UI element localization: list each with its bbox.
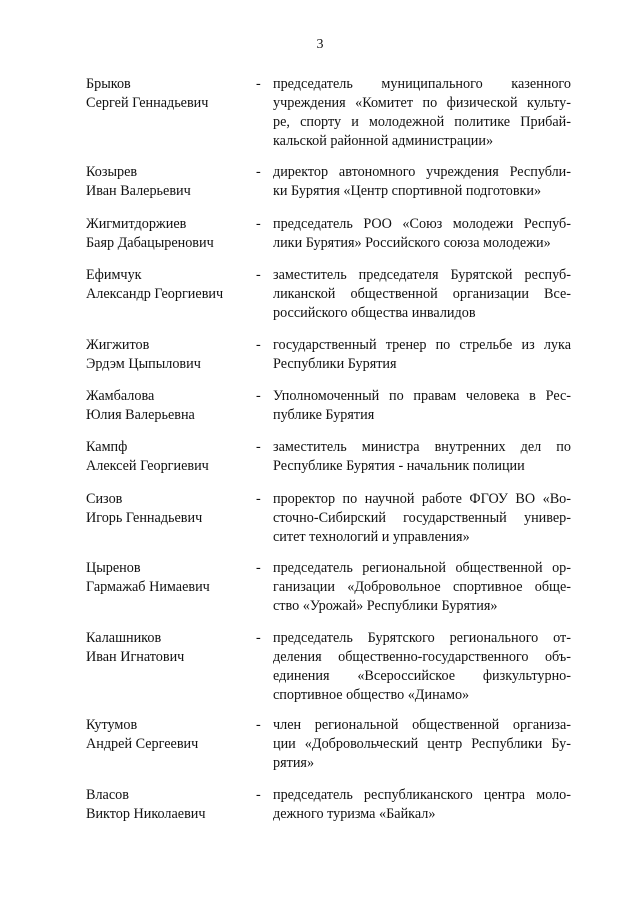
role-line: ство «Урожай» Республики Бурятия» <box>273 598 498 614</box>
member-surname: Жигмитдоржиев <box>86 216 187 232</box>
page-number: 3 <box>316 37 324 52</box>
role-line: дежного туризма «Байкал» <box>273 806 436 822</box>
role-line: заместитель министра внутренних дел по <box>273 439 571 455</box>
separator-dash: - <box>256 337 261 353</box>
member-surname: Кутумов <box>86 717 138 733</box>
role-line: государственный тренер по стрельбе из лука <box>273 337 571 353</box>
member-name <box>86 163 246 201</box>
member-surname: Власов <box>86 787 129 803</box>
member-role <box>273 786 571 824</box>
role-line: директор автономного учреждения Республи- <box>273 164 571 180</box>
member-given-name: Александр Георгиевич <box>86 286 224 302</box>
role-line: ре, спорту и молодежной политике Прибай- <box>273 114 571 130</box>
member-role <box>273 438 571 476</box>
role-line: лики Бурятия» Российского союза молодежи» <box>273 235 551 251</box>
member-name <box>86 387 246 425</box>
separator-dash: - <box>256 717 261 733</box>
member-surname: Сизов <box>86 491 123 507</box>
member-role <box>273 559 571 616</box>
separator-dash: - <box>256 439 261 455</box>
role-line: проректор по научной работе ФГОУ ВО «Во- <box>273 491 571 507</box>
member-given-name: Баяр Дабацыренович <box>86 235 214 251</box>
role-line: сточно-Сибирский государственный универ- <box>273 510 571 526</box>
role-line: ситет технологий и управления» <box>273 529 470 545</box>
member-role <box>273 387 571 425</box>
role-line: ки Бурятия «Центр спортивной подготовки» <box>273 183 542 199</box>
role-line: учреждения «Комитет по физической культу- <box>273 95 571 111</box>
role-line: член региональной общественной организа- <box>273 717 571 733</box>
separator-dash: - <box>256 560 261 576</box>
role-line: Уполномоченный по правам человека в Рес- <box>273 388 571 404</box>
member-role <box>273 629 571 705</box>
role-line: председатель РОО «Союз молодежи Респуб- <box>273 216 571 232</box>
member-name <box>86 438 246 476</box>
member-given-name: Алексей Георгиевич <box>86 458 209 474</box>
role-line: единения «Всероссийское физкультурно- <box>273 668 571 684</box>
member-name <box>86 490 246 528</box>
separator-dash: - <box>256 76 261 92</box>
role-line: ликанской общественной организации Все- <box>273 286 571 302</box>
role-line: заместитель председателя Бурятской респуб- <box>273 267 571 283</box>
member-name <box>86 629 246 667</box>
role-line: Республики Бурятия <box>273 356 397 372</box>
member-surname: Козырев <box>86 164 138 180</box>
member-given-name: Виктор Николаевич <box>86 806 206 822</box>
member-role <box>273 336 571 374</box>
role-line: рятия» <box>273 755 315 771</box>
role-line: председатель региональной общественной ор- <box>273 560 571 576</box>
member-name <box>86 215 246 253</box>
member-given-name: Эрдэм Цыпылович <box>86 356 201 372</box>
member-given-name: Иван Игнатович <box>86 649 185 665</box>
member-role <box>273 490 571 547</box>
separator-dash: - <box>256 164 261 180</box>
separator-dash: - <box>256 216 261 232</box>
member-surname: Цыренов <box>86 560 141 576</box>
role-line: публике Бурятия <box>273 407 375 423</box>
member-given-name: Игорь Геннадьевич <box>86 510 203 526</box>
separator-dash: - <box>256 787 261 803</box>
member-name <box>86 336 246 374</box>
member-given-name: Андрей Сергеевич <box>86 736 199 752</box>
separator-dash: - <box>256 630 261 646</box>
member-role <box>273 266 571 323</box>
member-name <box>86 559 246 597</box>
role-line: председатель муниципального казенного <box>273 76 571 92</box>
role-line: председатель Бурятского регионального от- <box>273 630 571 646</box>
member-name <box>86 786 246 824</box>
separator-dash: - <box>256 388 261 404</box>
member-given-name: Иван Валерьевич <box>86 183 191 199</box>
member-given-name: Сергей Геннадьевич <box>86 95 209 111</box>
member-role <box>273 75 571 151</box>
member-surname: Калашников <box>86 630 162 646</box>
separator-dash: - <box>256 491 261 507</box>
member-name <box>86 716 246 754</box>
member-surname: Брыков <box>86 76 131 92</box>
role-line: российского общества инвалидов <box>273 305 476 321</box>
member-surname: Жигжитов <box>86 337 150 353</box>
member-given-name: Юлия Валерьевна <box>86 407 195 423</box>
member-surname: Ефимчук <box>86 267 142 283</box>
role-line: спортивное общество «Динамо» <box>273 687 470 703</box>
role-line: ции «Добровольческий центр Республики Бу- <box>273 736 571 752</box>
role-line: ганизации «Добровольное спортивное обще- <box>273 579 571 595</box>
separator-dash: - <box>256 267 261 283</box>
member-role <box>273 163 571 201</box>
member-name <box>86 75 246 113</box>
member-given-name: Гармажаб Нимаевич <box>86 579 210 595</box>
role-line: деления общественно-государственного объ- <box>273 649 571 665</box>
member-surname: Кампф <box>86 439 128 455</box>
member-name <box>86 266 246 304</box>
member-surname: Жамбалова <box>86 388 155 404</box>
role-line: председатель республиканского центра моло- <box>273 787 571 803</box>
role-line: кальской районной администрации» <box>273 133 494 149</box>
role-line: Республике Бурятия - начальник полиции <box>273 458 525 474</box>
member-role <box>273 215 571 253</box>
member-role <box>273 716 571 773</box>
